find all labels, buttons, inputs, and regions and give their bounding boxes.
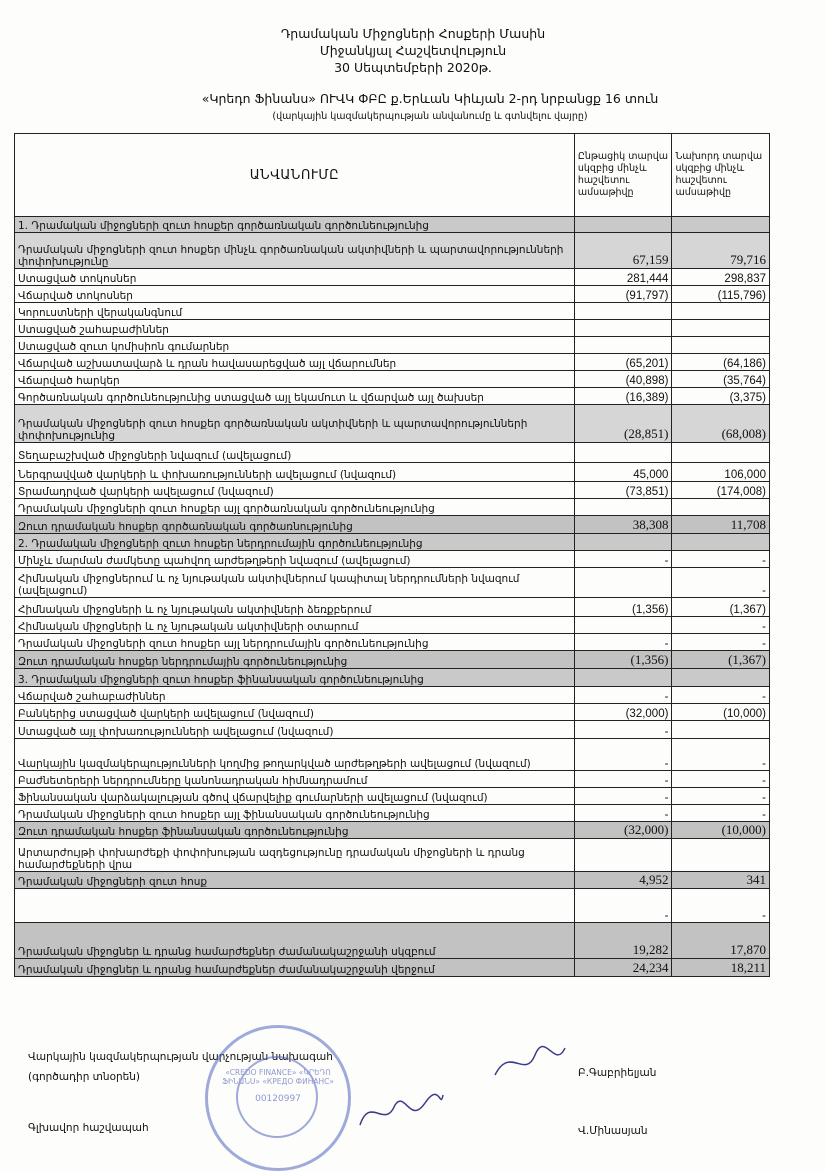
organization-caption: (վարկային կազմակերպության անվանումը և գտնվելու վայրը) [272, 111, 588, 122]
row-label: Զուտ դրամական հոսքեր գործառնական գործառնությունից [15, 516, 575, 534]
row-previous-value: - [672, 687, 770, 704]
row-label: Գործառնական գործունեությունից ստացված այլ եկամուտ և վճարված այլ ծախսեր [15, 388, 575, 405]
row-previous-value: (115,796) [672, 286, 770, 303]
table-row [15, 516, 770, 534]
accountant-name: Վ.Մինասյան [578, 1125, 648, 1137]
row-previous-value [672, 839, 770, 872]
row-label: Արտարժույթի փոխարժեքի փոփոխության ազդեցությունը դրամական միջոցների և դրանց համարժեքների վրա [15, 839, 575, 872]
table-row [15, 217, 770, 233]
signature-accountant [355, 1085, 445, 1135]
table-body [15, 217, 770, 977]
row-label: Դրամական միջոցների զուտ հոսքեր գործառնական ակտիվների և պարտավորությունների փոփոխությունից [15, 405, 575, 443]
row-label: Դրամական միջոցների զուտ հոսքեր մինչև գործառնական ակտիվների և պարտավորությունների փոփոխությունը [15, 233, 575, 269]
accountant-title: Գլխավոր հաշվապահ [28, 1122, 149, 1134]
row-previous-value [672, 337, 770, 354]
row-current-value: (16,389) [574, 388, 672, 405]
row-label: Վարկային կազմակերպությունների կողմից թողարկված արժեթղթերի ավելացում (նվազում) [15, 739, 575, 771]
row-previous-value: (64,186) [672, 354, 770, 371]
row-current-value: - [574, 687, 672, 704]
row-previous-value: 18,211 [672, 959, 770, 977]
row-current-value: (32,000) [574, 704, 672, 721]
row-current-value: 19,282 [574, 923, 672, 959]
row-label: Հիմնական միջոցներում և ոչ նյութական ակտիվներում կապիտալ ներդրումների նվազում (ավելացում) [15, 568, 575, 598]
table-row [15, 651, 770, 669]
signature-head [490, 1040, 570, 1085]
row-previous-value: - [672, 617, 770, 634]
row-current-value: (28,851) [574, 405, 672, 443]
row-previous-value [672, 217, 770, 233]
row-previous-value [672, 303, 770, 320]
table-row [15, 771, 770, 788]
table-row [15, 269, 770, 286]
row-previous-value: (174,008) [672, 482, 770, 499]
table-row [15, 872, 770, 889]
seal-code: 00120997 [255, 1094, 301, 1104]
row-label: Հիմնական միջոցների և ոչ նյութական ակտիվների օտարում [15, 617, 575, 634]
row-previous-value: - [672, 788, 770, 805]
row-current-value [574, 217, 672, 233]
row-label: Զուտ դրամական հոսքեր ֆինանսական գործունեությունից [15, 822, 575, 839]
table-row [15, 923, 770, 959]
table-row [15, 634, 770, 651]
row-label: 2. Դրամական միջոցների զուտ հոսքեր ներդրումային գործունեությունից [15, 534, 575, 551]
table-row [15, 822, 770, 839]
row-current-value: - [574, 771, 672, 788]
table-row [15, 687, 770, 704]
row-current-value [574, 669, 672, 687]
row-previous-value: 341 [672, 872, 770, 889]
row-current-value: (40,898) [574, 371, 672, 388]
row-label: 1. Դրամական միջոցների զուտ հոսքեր գործառնական գործունեությունից [15, 217, 575, 233]
head-name: Բ.Գաբրիելյան [578, 1067, 657, 1079]
table-row [15, 669, 770, 687]
table-row [15, 388, 770, 405]
row-label: Կորուստների վերականգնում [15, 303, 575, 320]
row-current-value: (73,851) [574, 482, 672, 499]
table-row [15, 617, 770, 634]
company-seal [205, 1025, 351, 1171]
row-label: Զուտ դրամական հոսքեր ներդրումային գործունեությունից [15, 651, 575, 669]
organization-name: «Կրեդո Ֆինանս» ՈՒՎԿ ՓԲԸ ք.Երևան Կիևյան 2-րդ նրբանցք 16 տուն [201, 91, 659, 106]
table-row [15, 443, 770, 463]
row-label: Ստացված զուտ կոմիսիոն գումարներ [15, 337, 575, 354]
row-previous-value: 17,870 [672, 923, 770, 959]
row-current-value: 67,159 [574, 233, 672, 269]
table-row [15, 463, 770, 482]
row-label [15, 889, 575, 923]
row-previous-value [672, 534, 770, 551]
table-row [15, 551, 770, 568]
row-label: Տրամադրված վարկերի ավելացում (նվազում) [15, 482, 575, 499]
head-role: (գործադիր տնօրեն) [28, 1071, 141, 1083]
report-date: 30 Սեպտեմբերի 2020թ. [334, 60, 492, 75]
row-previous-value: - [672, 568, 770, 598]
row-label: Ստացված շահաբաժիններ [15, 320, 575, 337]
row-label: Ներգրավված վարկերի և փոխառությունների ավելացում (նվազում) [15, 463, 575, 482]
row-label: 3. Դրամական միջոցների զուտ հոսքեր ֆինանսական գործունեությունից [15, 669, 575, 687]
table-row [15, 233, 770, 269]
row-previous-value: 11,708 [672, 516, 770, 534]
table-row [15, 889, 770, 923]
row-label: Մինչև մարման ժամկետը պահվող արժեթղթերի նվազում (ավելացում) [15, 551, 575, 568]
row-previous-value: - [672, 739, 770, 771]
head-title: Վարկային կազմակերպության վարչության նախագահ [28, 1051, 333, 1063]
row-current-value: (32,000) [574, 822, 672, 839]
row-label: Դրամական միջոցներ և դրանց համարժեքներ ժամանակաշրջանի սկզբում [15, 923, 575, 959]
row-label: Դրամական միջոցներ և դրանց համարժեքներ ժամանակաշրջանի վերջում [15, 959, 575, 977]
table-row [15, 499, 770, 516]
row-current-value: (91,797) [574, 286, 672, 303]
row-label: Վճարված տոկոսներ [15, 286, 575, 303]
row-label: Բաժնետերերի ներդրումները կանոնադրական հիմնադրամում [15, 771, 575, 788]
table-row [15, 303, 770, 320]
row-previous-value: - [672, 551, 770, 568]
row-current-value: 45,000 [574, 463, 672, 482]
row-label: Հիմնական միջոցների և ոչ նյութական ակտիվների ձեռքբերում [15, 598, 575, 617]
row-current-value [574, 839, 672, 872]
row-current-value [574, 499, 672, 516]
row-current-value: - [574, 889, 672, 923]
table-row [15, 805, 770, 822]
row-current-value: - [574, 805, 672, 822]
table-row [15, 405, 770, 443]
row-current-value: - [574, 788, 672, 805]
header-name: ԱՆՎԱՆՈՒՄԸ [15, 134, 575, 217]
row-current-value: 4,952 [574, 872, 672, 889]
row-previous-value: (1,367) [672, 651, 770, 669]
table-row [15, 482, 770, 499]
row-current-value [574, 617, 672, 634]
table-row [15, 721, 770, 739]
row-previous-value: 79,716 [672, 233, 770, 269]
row-current-value: (65,201) [574, 354, 672, 371]
row-label: Բանկերից ստացված վարկերի ավելացում (նվազում) [15, 704, 575, 721]
table-row [15, 704, 770, 721]
row-previous-value: 106,000 [672, 463, 770, 482]
row-label: Դրամական միջոցների զուտ հոսքեր այլ գործառնական գործունեությունից [15, 499, 575, 516]
row-current-value [574, 320, 672, 337]
row-label: Վճարված շահաբաժիններ [15, 687, 575, 704]
row-previous-value: (1,367) [672, 598, 770, 617]
row-current-value: - [574, 551, 672, 568]
row-previous-value [672, 443, 770, 463]
table-row [15, 568, 770, 598]
row-current-value: (1,356) [574, 651, 672, 669]
row-current-value: (1,356) [574, 598, 672, 617]
row-current-value [574, 568, 672, 598]
row-current-value [574, 443, 672, 463]
report-title: Դրամական Միջոցների Հոսքերի Մասին [280, 26, 546, 41]
row-label: Ֆինանսական վարձակալության գծով վճարվելիք գումարների ավելացում (նվազում) [15, 788, 575, 805]
row-label: Ստացված այլ փոխառությունների ավելացում (նվազում) [15, 721, 575, 739]
row-previous-value: - [672, 889, 770, 923]
cash-flow-table [14, 133, 770, 977]
table-row [15, 839, 770, 872]
row-current-value [574, 337, 672, 354]
header-current-period: Ընթացիկ տարվա սկզբից մինչև հաշվետու ամսաթիվը [574, 134, 672, 217]
row-label: Տեղաբաշխված միջոցների նվազում (ավելացում) [15, 443, 575, 463]
table-row [15, 320, 770, 337]
table-row [15, 739, 770, 771]
row-previous-value: - [672, 634, 770, 651]
row-previous-value: 298,837 [672, 269, 770, 286]
row-label: Դրամական միջոցների զուտ հոսք [15, 872, 575, 889]
row-previous-value [672, 721, 770, 739]
table-row [15, 371, 770, 388]
row-current-value: 281,444 [574, 269, 672, 286]
row-previous-value: - [672, 805, 770, 822]
row-current-value: - [574, 739, 672, 771]
row-current-value: - [574, 634, 672, 651]
table-row [15, 286, 770, 303]
table-row [15, 788, 770, 805]
table-row [15, 959, 770, 977]
row-label: Դրամական միջոցների զուտ հոսքեր այլ ներդրումային գործունեությունից [15, 634, 575, 651]
header-previous-period: Նախորդ տարվա սկզբից մինչև հաշվետու ամսաթիվը [672, 134, 770, 217]
table-row [15, 337, 770, 354]
report-subtitle: Միջանկյալ Հաշվետվություն [319, 43, 507, 58]
row-previous-value [672, 669, 770, 687]
row-previous-value [672, 499, 770, 516]
row-label: Ստացված տոկոսներ [15, 269, 575, 286]
table-row [15, 598, 770, 617]
table-row [15, 354, 770, 371]
row-current-value [574, 303, 672, 320]
row-label: Վճարված աշխատավարձ և դրան հավասարեցված այլ վճարումներ [15, 354, 575, 371]
table-row [15, 534, 770, 551]
row-previous-value: (3,375) [672, 388, 770, 405]
row-previous-value: - [672, 771, 770, 788]
row-previous-value: (10,000) [672, 822, 770, 839]
row-current-value: 24,234 [574, 959, 672, 977]
row-label: Դրամական միջոցների զուտ հոսքեր այլ ֆինանսական գործունեությունից [15, 805, 575, 822]
row-previous-value: (10,000) [672, 704, 770, 721]
row-current-value [574, 534, 672, 551]
row-current-value: - [574, 721, 672, 739]
row-current-value: 38,308 [574, 516, 672, 534]
row-previous-value: (35,764) [672, 371, 770, 388]
seal-ring-text: «CREDO FINANCE» «ԿՐԵԴՈ ՖԻՆԱՆՍ» «КРЕДО ФИНАНС» [222, 1068, 334, 1086]
row-previous-value: (68,008) [672, 405, 770, 443]
row-label: Վճարված հարկեր [15, 371, 575, 388]
row-previous-value [672, 320, 770, 337]
